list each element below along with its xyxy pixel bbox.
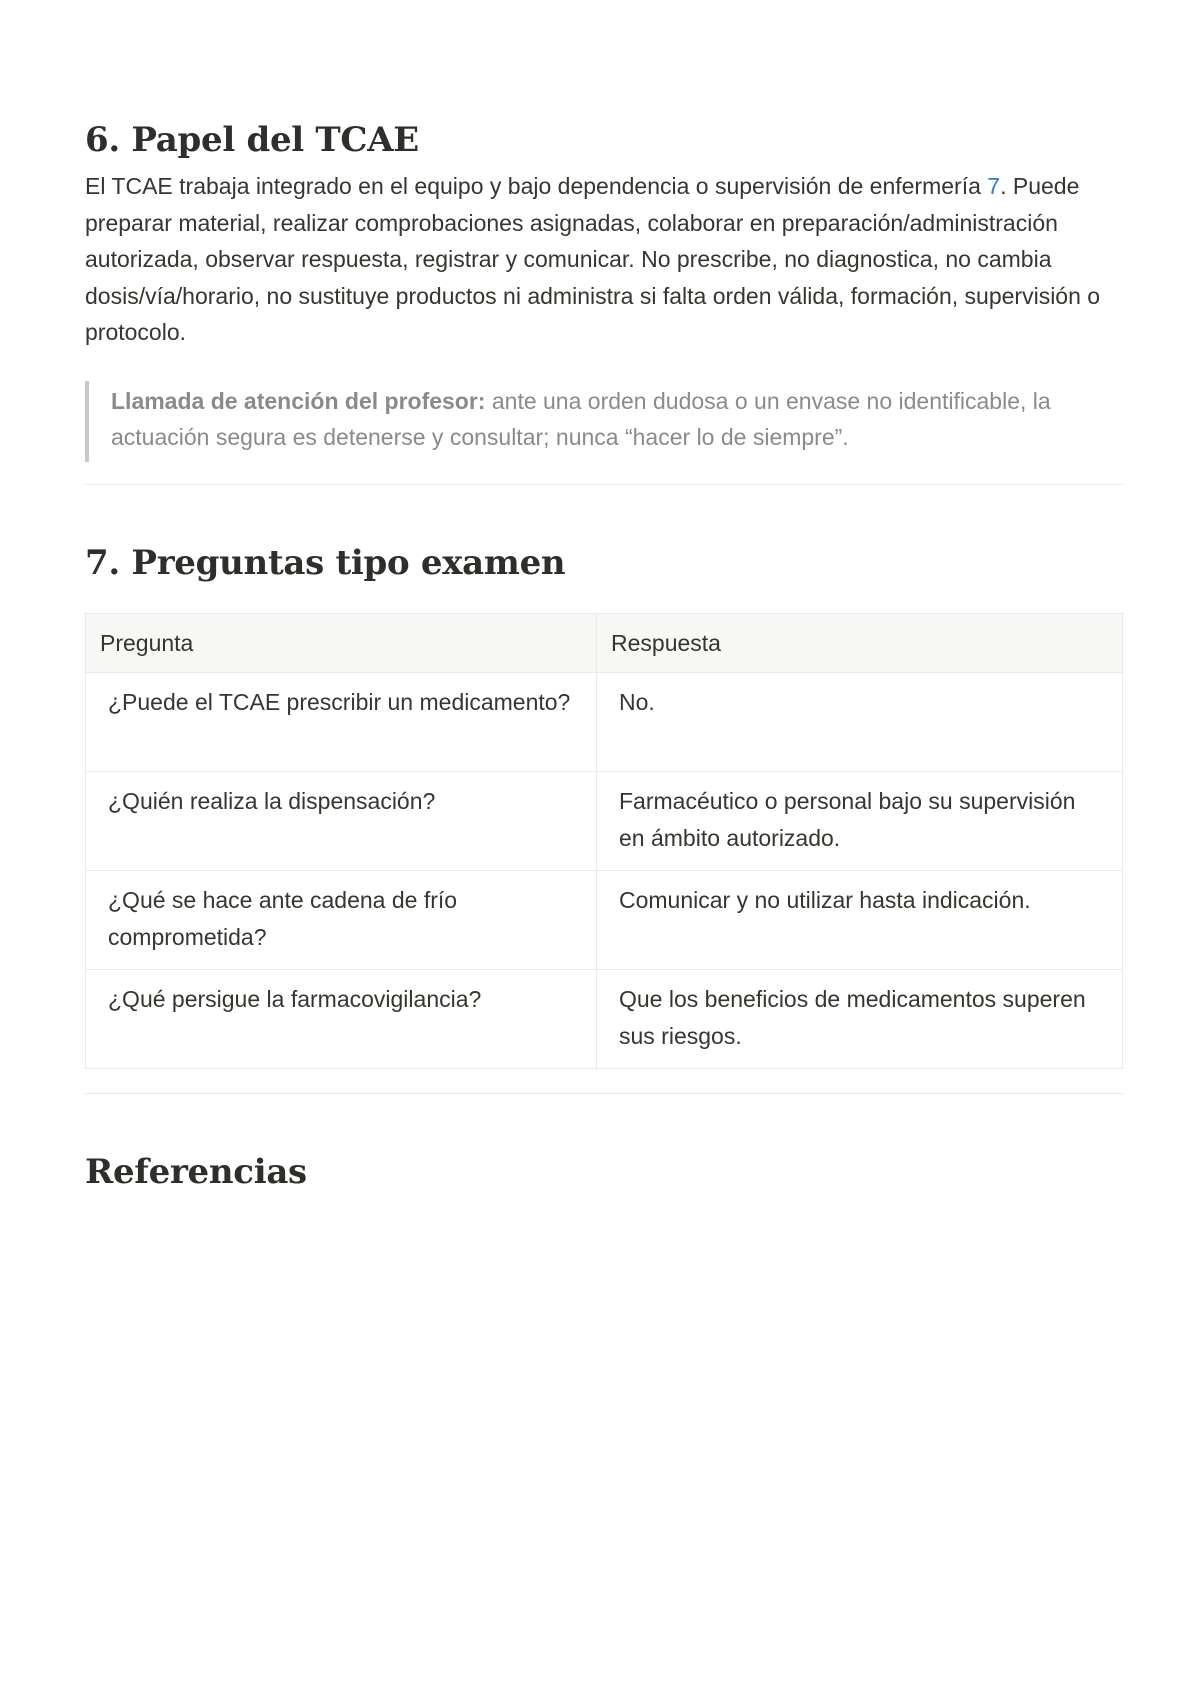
exam-questions-table — [85, 613, 1123, 1070]
reference-link-7[interactable]: 7 — [987, 173, 1001, 199]
answer-cell: Farmacéutico o personal bajo su supervisión en ámbito autorizado. — [597, 772, 1123, 871]
question-cell: ¿Qué persigue la farmacovigilancia? — [86, 970, 597, 1069]
paragraph-text-end: . Puede preparar material, realizar comprobaciones asignadas, colaborar en preparación/administración autorizada, observar respuesta, registrar y comunicar. No prescribe, no diagnostica, no cambia dosis/vía/horario, no sustituye productos ni administra si falta orden válida, formación, supervisión o protocolo. — [85, 173, 1101, 345]
section-divider — [85, 1093, 1123, 1094]
section-6-paragraph — [85, 168, 1123, 351]
callout-label: Llamada de atención del profesor: — [111, 387, 486, 414]
table-row — [86, 772, 1123, 871]
document-page — [85, 115, 1123, 1193]
section-7-heading: 7. Preguntas tipo examen — [85, 542, 566, 583]
answer-cell: Que los beneficios de medicamentos superen sus riesgos. — [597, 970, 1123, 1069]
column-header-question: Pregunta — [86, 613, 597, 673]
table-row — [86, 673, 1123, 772]
paragraph-text-start: El TCAE trabaja integrado en el equipo y bajo dependencia o supervisión de enfermería — [85, 173, 988, 199]
table-row — [86, 871, 1123, 970]
teacher-callout — [85, 381, 1123, 462]
table-header-row — [86, 613, 1123, 673]
answer-cell: No. — [597, 673, 1123, 772]
section-6-heading: 6. Papel del TCAE — [85, 120, 419, 160]
column-header-answer: Respuesta — [597, 613, 1123, 673]
section-divider — [85, 484, 1123, 485]
references-heading: Referencias — [85, 1152, 307, 1192]
question-cell: ¿Puede el TCAE prescribir un medicamento? — [86, 673, 597, 772]
table-row — [86, 970, 1123, 1069]
question-cell: ¿Qué se hace ante cadena de frío comprometida? — [86, 871, 597, 970]
question-cell: ¿Quién realiza la dispensación? — [86, 772, 597, 871]
answer-cell: Comunicar y no utilizar hasta indicación. — [597, 871, 1123, 970]
callout-text: ante una orden dudosa o un envase no identificable, la actuación segura es detenerse y consultar; nunca “hacer lo de siempre”. — [111, 387, 1051, 450]
